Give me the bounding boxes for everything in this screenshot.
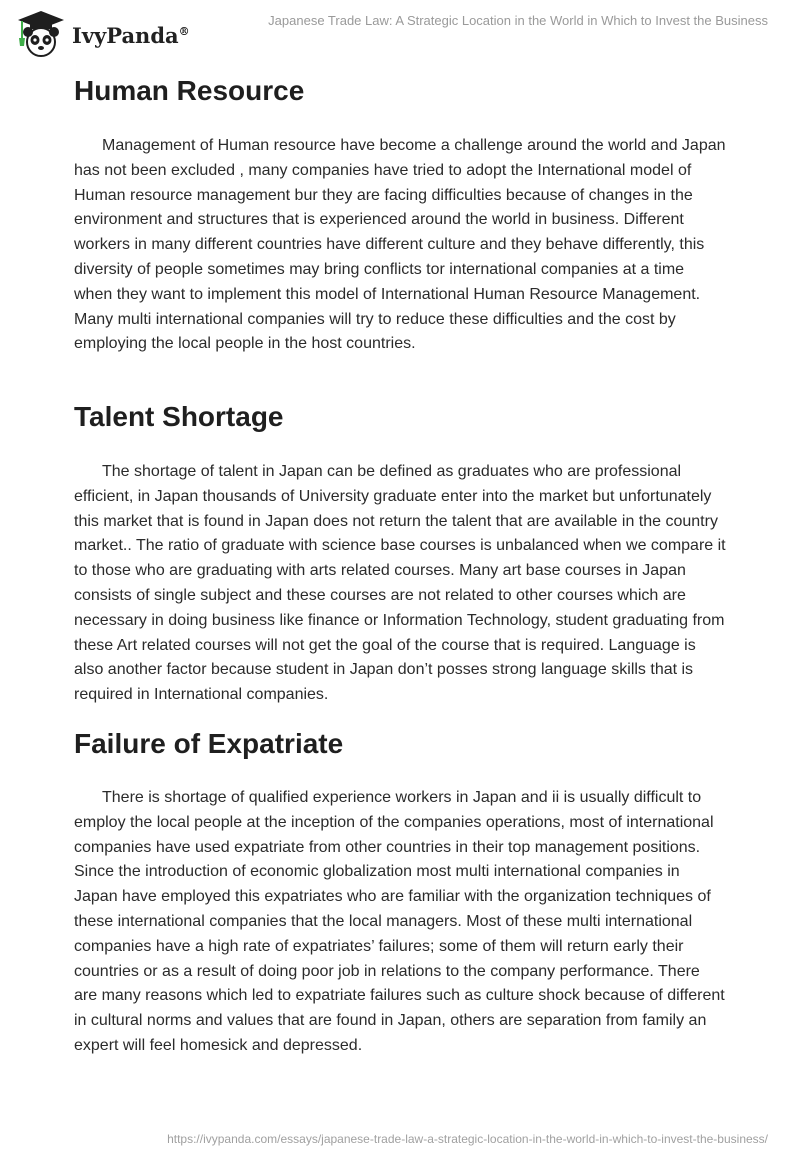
section-body-failure-of-expatriate: There is shortage of qualified experience workers in Japan and ii is usually difficult to employ the local people at the inception of the companies operations, most of international companies have used expatriate from other countries in their top management positions. Since the introduction of economic globalization most multi international companies in Japan have employed this expatriates who are familiar with the organization techniques of these international companies that the local managers. Most of these multi international companies have a high rate of expatriates’ failures; some of them will return early their countries or as a result of doing poor job in relations to the company performance. There are many reasons which led to expatriate failures such as culture shock because of different in cultural norms and values that are found in Japan, others are separation from family an expert will feel homesick and depressed. xyxy=(74,789,725,1054)
section-heading-talent-shortage: Talent Shortage xyxy=(74,401,284,432)
section-body-human-resource: Management of Human resource have become a challenge around the world and Japan has not been excluded , many companies have tried to adopt the International model of Human resource management bur they are facing difficulties because of changes in the environment and structures that is experienced around the world in business. Different workers in many different countries have different culture and they behave differently, this diversity of people sometimes may bring conflicts tor international companies at a time when they want to implement this model of International Human Resource Management. Many multi international companies will try to reduce these difficulties and the cost by employing the local people in the host countries. xyxy=(74,137,726,353)
section-heading-failure-of-expatriate: Failure of Expatriate xyxy=(74,728,344,759)
ivypanda-logo[interactable] xyxy=(14,8,190,58)
brand-name: IvyPanda® xyxy=(72,22,190,48)
panda-graduate-icon xyxy=(14,8,68,58)
document-title: Japanese Trade Law: A Strategic Location in the World in Which to Invest the Business xyxy=(268,13,768,28)
source-url[interactable]: https://ivypanda.com/essays/japanese-trade-law-a-strategic-location-in-the-world-in-which-to-invest-the-business/ xyxy=(167,1132,768,1146)
section-body-talent-shortage: The shortage of talent in Japan can be defined as graduates who are professional efficient, in Japan thousands of University graduate enter into the market but unfortunately this market that is found in Japan does not return the talent that are available in the country market.. The ratio of graduate with science base courses is unbalanced when we compare it to those who are graduating with arts related courses. Many art base courses in Japan consists of single subject and these courses are not related to other courses which are necessary in doing business like finance or Information Technology, student graduating from these Art related courses will not get the goal of the course that is required. Language is also another factor because student in Japan don’t posses strong language skills that is required in International companies. xyxy=(74,463,726,704)
section-heading-human-resource: Human Resource xyxy=(74,75,305,106)
